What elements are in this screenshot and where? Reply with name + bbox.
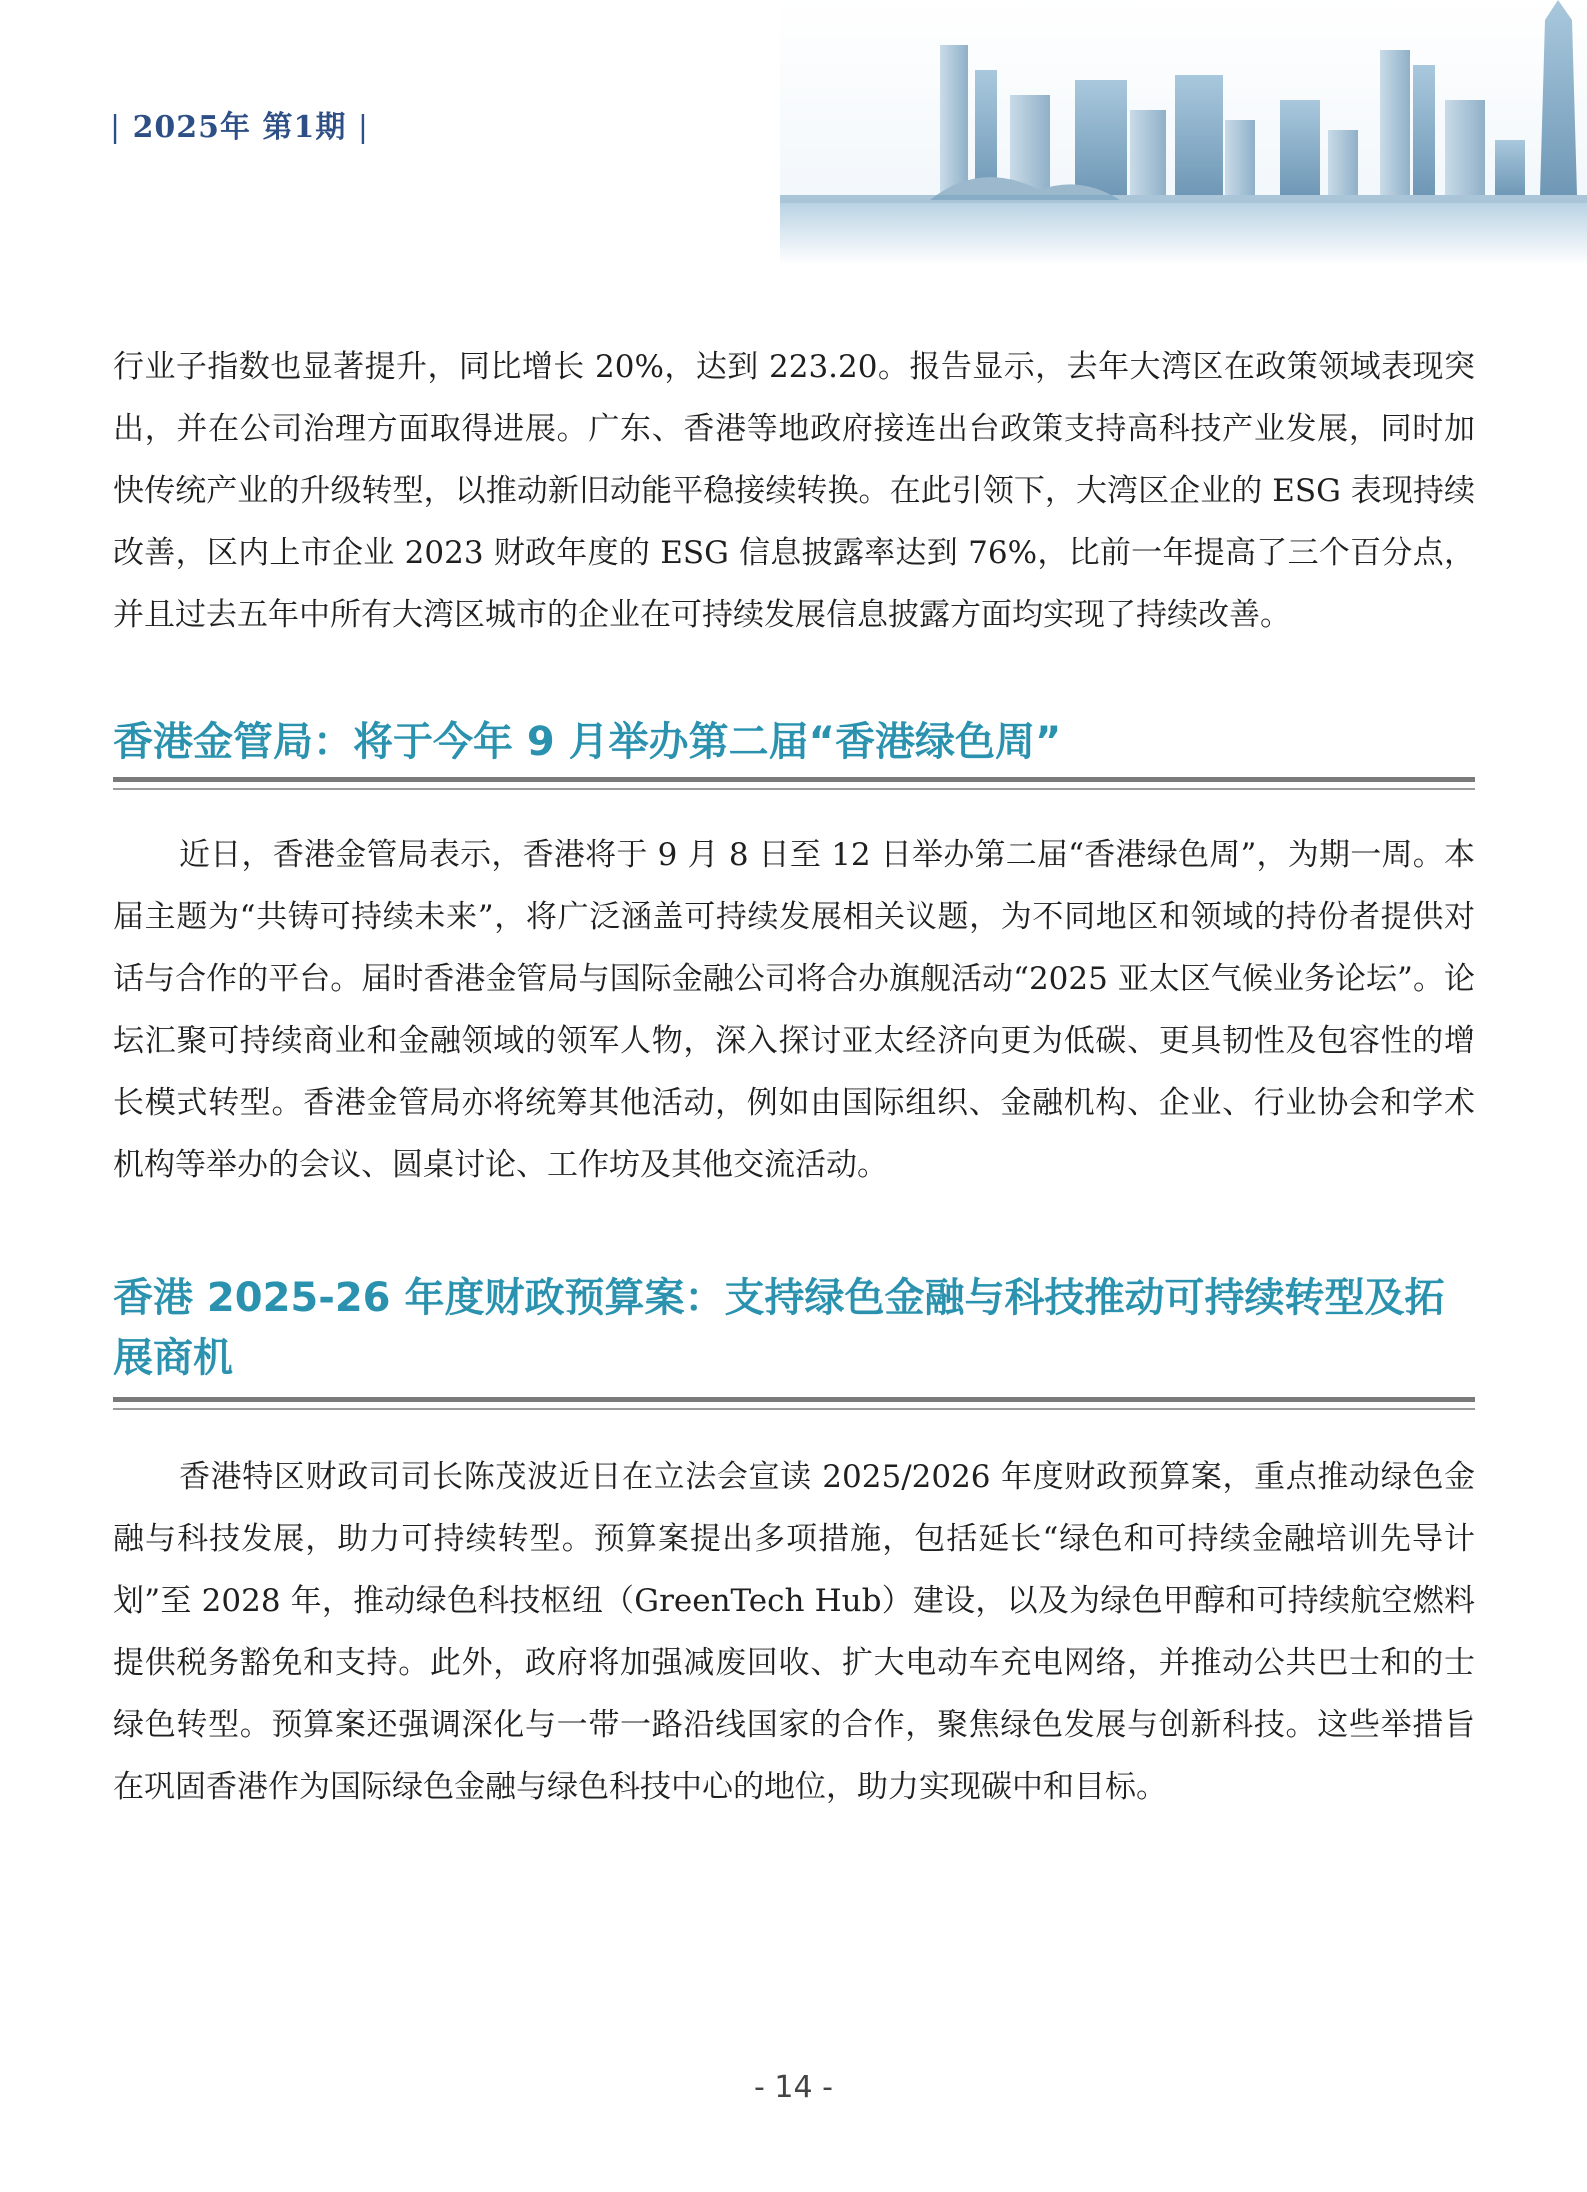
issue-bar-left: |	[110, 110, 122, 145]
section2-heading: 香港 2025-26 年度财政预算案：支持绿色金融与科技推动可持续转型及拓展商机	[113, 1275, 1445, 1381]
section2-rule	[113, 1397, 1475, 1410]
issue-bar-right: |	[357, 110, 369, 145]
intro-paragraph-block	[113, 336, 1475, 646]
issue-text: 2025年 第1期	[132, 110, 347, 145]
section1-paragraph-block	[113, 824, 1475, 1196]
page-number: - 14 -	[754, 2070, 833, 2105]
section2-paragraph: 香港特区财政司司长陈茂波近日在立法会宣读 2025/2026 年度财政预算案，重点推动绿色金融与科技发展，助力可持续转型。预算案提出多项措施，包括延长“绿色和可持续金融培训先导计划”至 2028 年，推动绿色科技枢纽（GreenTech Hub）建设，以及为绿色甲醇和可持续航空燃料提供税务豁免和支持。此外，政府将加强减废回收、扩大电动车充电网络，并推动公共巴士和的士绿色转型。预算案还强调深化与一带一路沿线国家的合作，聚焦绿色发展与创新科技。这些举措旨在巩固香港作为国际绿色金融与绿色科技中心的地位，助力实现碳中和目标。	[113, 1459, 1475, 1805]
section2-paragraph-block	[113, 1446, 1475, 1818]
section1-heading: 香港金管局：将于今年 9 月举办第二届“香港绿色周”	[113, 719, 1062, 765]
intro-paragraph: 行业子指数也显著提升，同比增长 20%，达到 223.20。报告显示，去年大湾区在政策领域表现突出，并在公司治理方面取得进展。广东、香港等地政府接连出台政策支持高科技产业发展，同时加快传统产业的升级转型，以推动新旧动能平稳接续转换。在此引领下，大湾区企业的 ESG 表现持续改善，区内上市企业 2023 财政年度的 ESG 信息披露率达到 76%，比前一年提高了三个百分点，并且过去五年中所有大湾区城市的企业在可持续发展信息披露方面均实现了持续改善。	[113, 349, 1475, 633]
section1-rule	[113, 777, 1475, 790]
skyline-illustration	[780, 0, 1587, 265]
section1-paragraph: 近日，香港金管局表示，香港将于 9 月 8 日至 12 日举办第二届“香港绿色周”，为期一周。本届主题为“共铸可持续未来”，将广泛涵盖可持续发展相关议题，为不同地区和领域的持份者提供对话与合作的平台。届时香港金管局与国际金融公司将合办旗舰活动“2025 亚太区气候业务论坛”。论坛汇聚可持续商业和金融领域的领军人物，深入探讨亚太经济向更为低碳、更具韧性及包容性的增长模式转型。香港金管局亦将统筹其他活动，例如由国际组织、金融机构、企业、行业协会和学术机构等举办的会议、圆桌讨论、工作坊及其他交流活动。	[113, 837, 1475, 1183]
issue-label	[110, 102, 369, 146]
